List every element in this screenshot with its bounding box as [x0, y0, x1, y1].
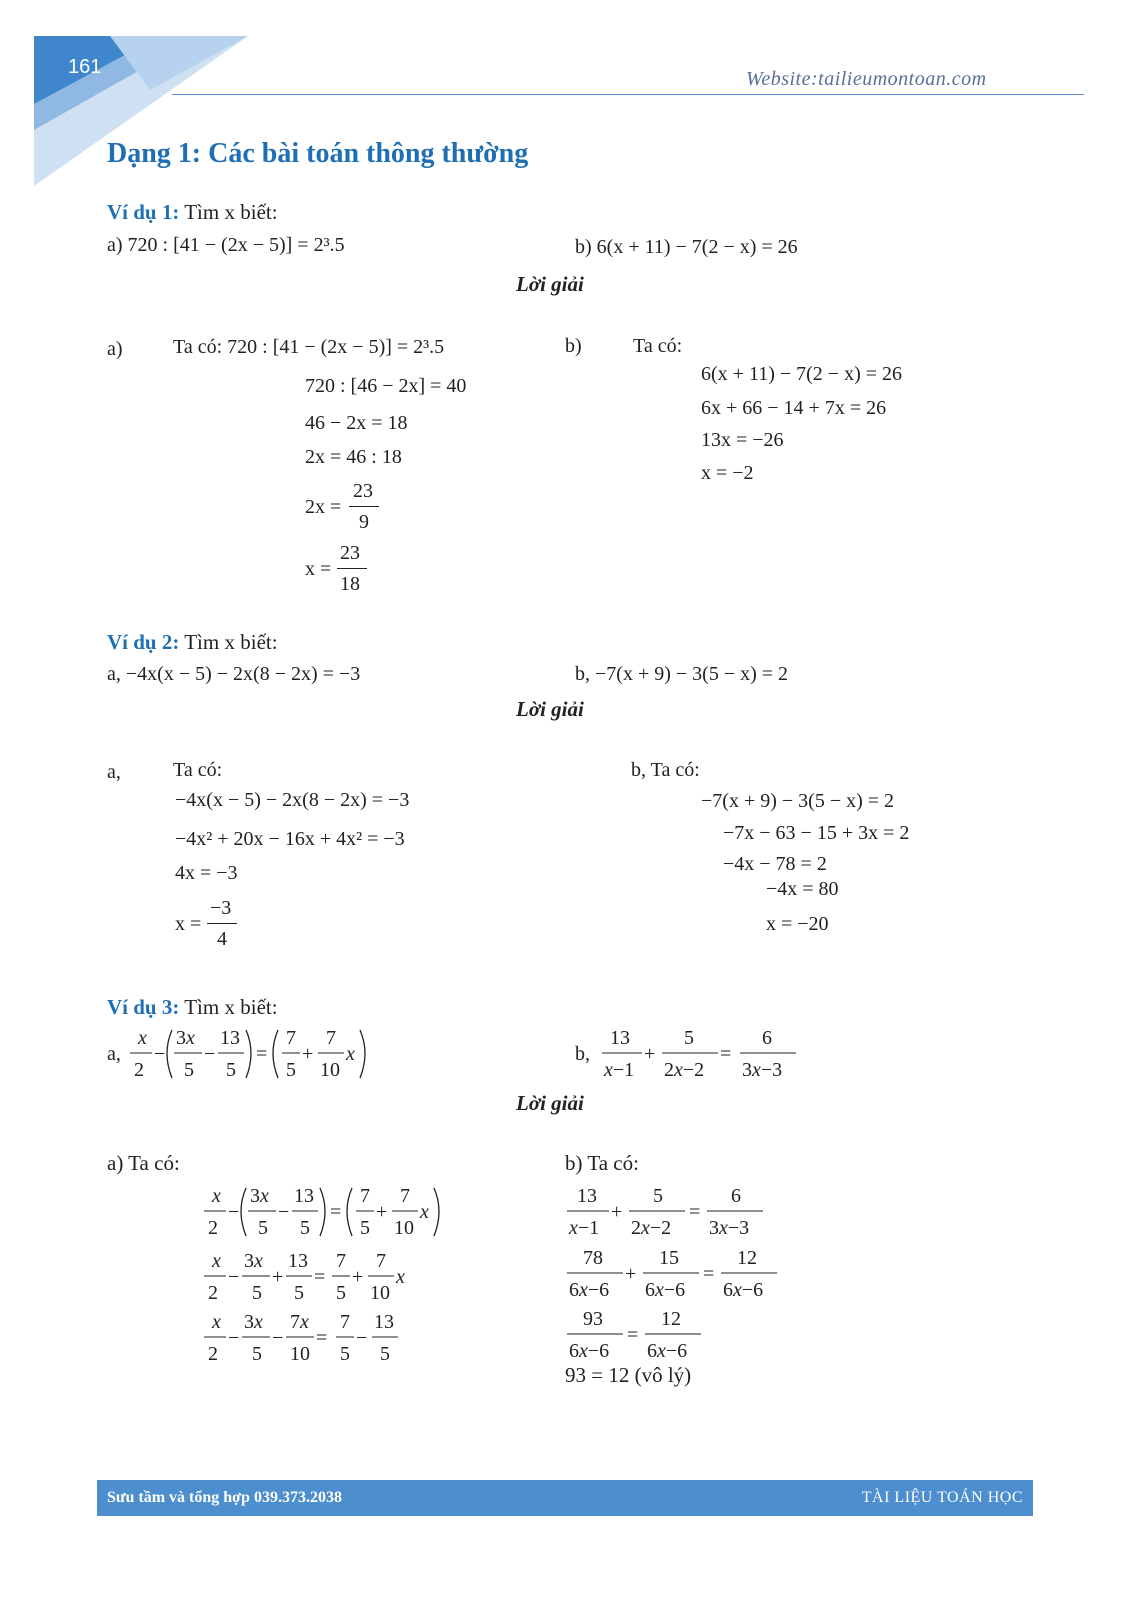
svg-text:5: 5 [360, 1217, 370, 1239]
example1-b-problem: b) 6(x + 11) − 7(2 − x) = 26 [575, 236, 798, 258]
svg-text:5: 5 [258, 1217, 268, 1239]
fraction-bar [349, 506, 379, 507]
fraction-bar [337, 568, 367, 569]
svg-text:5: 5 [294, 1282, 304, 1304]
svg-text:10: 10 [394, 1217, 414, 1239]
svg-text:6x−6: 6x−6 [723, 1279, 764, 1301]
svg-text:10: 10 [370, 1282, 390, 1304]
svg-text:12: 12 [661, 1308, 681, 1330]
svg-text:6x−6: 6x−6 [645, 1279, 686, 1301]
fraction-lhs: 2x = [305, 496, 342, 518]
svg-text:5: 5 [226, 1059, 236, 1081]
example1-a-step: 46 − 2x = 18 [305, 412, 408, 434]
svg-text:7: 7 [336, 1250, 346, 1272]
svg-text:10: 10 [320, 1059, 340, 1081]
example2-a-step: 4x = −3 [175, 862, 238, 884]
svg-text:13: 13 [374, 1311, 394, 1333]
solution-label-2: Lời giải [516, 697, 584, 721]
svg-text:2: 2 [208, 1217, 218, 1239]
svg-text:6: 6 [731, 1185, 741, 1207]
svg-text:=: = [720, 1043, 732, 1065]
svg-text:15: 15 [659, 1247, 679, 1269]
svg-text:=: = [703, 1263, 715, 1285]
example2-a-step: −4x(x − 5) − 2x(8 − 2x) = −3 [175, 789, 410, 811]
svg-text:+: + [272, 1266, 284, 1288]
solution-label-1: Lời giải [516, 272, 584, 296]
svg-text:13: 13 [294, 1185, 314, 1207]
example2-b-step: −7(x + 9) − 3(5 − x) = 2 [701, 790, 895, 812]
svg-text:−: − [154, 1043, 166, 1065]
example1-a-problem: a) 720 : [41 − (2x − 5)] = 2³.5 [107, 234, 345, 256]
svg-text:−: − [204, 1043, 216, 1065]
svg-text:6x−6: 6x−6 [569, 1279, 610, 1301]
fraction-denominator: 9 [359, 511, 369, 533]
example2-b-step: −7x − 63 − 15 + 3x = 2 [723, 822, 910, 844]
fraction-numerator: 23 [353, 480, 373, 502]
svg-text:5: 5 [684, 1027, 694, 1049]
example2-label: Ví dụ 2: [107, 630, 180, 654]
svg-text:5: 5 [252, 1282, 262, 1304]
fraction-numerator: 23 [340, 542, 360, 564]
svg-text:=: = [627, 1324, 639, 1346]
svg-text:=: = [316, 1327, 328, 1349]
svg-text:7: 7 [340, 1311, 350, 1333]
svg-text:+: + [302, 1043, 314, 1065]
svg-text:x: x [212, 1185, 221, 1207]
svg-text:x−1: x−1 [604, 1059, 635, 1081]
fraction-bar [207, 923, 237, 924]
example1-b-step: x = −2 [701, 462, 754, 484]
svg-text:5: 5 [336, 1282, 346, 1304]
svg-text:3x: 3x [250, 1185, 269, 1207]
svg-text:x: x [396, 1266, 405, 1288]
svg-text:x: x [420, 1201, 429, 1223]
footer-right-text: TÀI LIỆU TOÁN HỌC [861, 1489, 1023, 1506]
svg-text:7: 7 [376, 1250, 386, 1272]
svg-text:+: + [611, 1201, 623, 1223]
example1-b-tag: b) [565, 335, 582, 357]
svg-text:5: 5 [300, 1217, 310, 1239]
svg-text:6x−6: 6x−6 [569, 1340, 610, 1362]
header-rule [172, 94, 1084, 95]
svg-text:=: = [314, 1266, 326, 1288]
svg-text:−: − [228, 1327, 240, 1349]
fraction-numerator: −3 [210, 897, 232, 919]
svg-text:2x−2: 2x−2 [664, 1059, 705, 1081]
svg-text:3x: 3x [176, 1027, 195, 1049]
example2-a-step: −4x² + 20x − 16x + 4x² = −3 [175, 828, 405, 850]
example1-prompt: Tìm x biết: [184, 200, 278, 224]
svg-text:+: + [625, 1263, 637, 1285]
example3-b-tag: b, [575, 1043, 590, 1065]
svg-text:5: 5 [653, 1185, 663, 1207]
example2-b-step: x = −20 [766, 913, 829, 935]
example2-heading [107, 630, 278, 655]
svg-text:−: − [228, 1201, 240, 1223]
svg-text:+: + [376, 1201, 388, 1223]
example1-a-step: 720 : [46 − 2x] = 40 [305, 375, 467, 397]
example2-prompt: Tìm x biết: [184, 630, 278, 654]
svg-text:13: 13 [610, 1027, 630, 1049]
example2-a-problem: a, −4x(x − 5) − 2x(8 − 2x) = −3 [107, 663, 361, 685]
svg-text:7: 7 [326, 1027, 336, 1049]
svg-text:x: x [212, 1311, 221, 1333]
footer-left-text: Sưu tầm và tổng hợp 039.373.2038 [107, 1489, 342, 1506]
svg-text:−: − [356, 1327, 368, 1349]
svg-text:13: 13 [288, 1250, 308, 1272]
fraction-lhs: x = [175, 913, 202, 935]
fraction-lhs: x = [305, 558, 332, 580]
svg-text:6: 6 [762, 1027, 772, 1049]
example1-a-tag: a) [107, 338, 123, 360]
svg-text:2: 2 [208, 1343, 218, 1365]
svg-text:+: + [352, 1266, 364, 1288]
svg-text:13: 13 [577, 1185, 597, 1207]
example3-label: Ví dụ 3: [107, 995, 180, 1019]
svg-text:2: 2 [134, 1059, 144, 1081]
svg-text:5: 5 [286, 1059, 296, 1081]
svg-text:=: = [256, 1043, 268, 1065]
example1-label: Ví dụ 1: [107, 200, 180, 224]
example1-b-step: 6x + 66 − 14 + 7x = 26 [701, 397, 887, 419]
example2-b-problem: b, −7(x + 9) − 3(5 − x) = 2 [575, 663, 789, 685]
svg-text:+: + [644, 1043, 656, 1065]
example2-b-intro: b, Ta có: [631, 759, 700, 781]
svg-text:5: 5 [340, 1343, 350, 1365]
svg-text:93: 93 [583, 1308, 603, 1330]
svg-text:10: 10 [290, 1343, 310, 1365]
fraction-denominator: 18 [340, 573, 360, 595]
svg-text:3x−3: 3x−3 [709, 1217, 750, 1239]
svg-text:3x: 3x [244, 1250, 263, 1272]
example2-b-step: −4x − 78 = 2 [723, 853, 827, 875]
example1-heading [107, 200, 278, 225]
example2-a-tag: a, [107, 761, 121, 783]
example2-a-intro: Ta có: [173, 759, 223, 781]
example3-a-solution-steps [200, 1180, 460, 1370]
svg-text:5: 5 [380, 1343, 390, 1365]
svg-text:3x−3: 3x−3 [742, 1059, 783, 1081]
svg-text:−: − [278, 1201, 290, 1223]
example3-b-equation [600, 1022, 810, 1084]
fraction-denominator: 4 [217, 928, 227, 950]
page-number: 161 [68, 56, 102, 78]
svg-text:x: x [346, 1043, 355, 1065]
example3-b-solution-steps [563, 1180, 793, 1370]
svg-text:7: 7 [286, 1027, 296, 1049]
svg-text:=: = [330, 1201, 342, 1223]
example1-b-step: 6(x + 11) − 7(2 − x) = 26 [701, 363, 903, 385]
svg-text:12: 12 [737, 1247, 757, 1269]
svg-text:−: − [228, 1266, 240, 1288]
example2-b-step: −4x = 80 [766, 878, 839, 900]
footer-bar [97, 1480, 1033, 1516]
svg-text:2: 2 [208, 1282, 218, 1304]
example3-b-solution-intro: b) Ta có: [565, 1151, 639, 1175]
svg-text:x−1: x−1 [569, 1217, 600, 1239]
svg-text:5: 5 [184, 1059, 194, 1081]
svg-text:x: x [212, 1250, 221, 1272]
example3-prompt: Tìm x biết: [184, 995, 278, 1019]
svg-text:3x: 3x [244, 1311, 263, 1333]
svg-text:78: 78 [583, 1247, 603, 1269]
example3-a-equation [126, 1022, 376, 1084]
example1-b-intro: Ta có: [633, 335, 683, 357]
example3-heading [107, 995, 278, 1020]
svg-text:7: 7 [360, 1185, 370, 1207]
example1-a-intro: Ta có: 720 : [41 − (2x − 5)] = 2³.5 [173, 336, 445, 358]
svg-text:7x: 7x [290, 1311, 309, 1333]
example1-b-step: 13x = −26 [701, 429, 784, 451]
svg-text:5: 5 [252, 1343, 262, 1365]
example1-a-step: 2x = 46 : 18 [305, 446, 402, 468]
svg-text:2x−2: 2x−2 [631, 1217, 672, 1239]
svg-text:6x−6: 6x−6 [647, 1340, 688, 1362]
svg-text:13: 13 [220, 1027, 240, 1049]
solution-label-3: Lời giải [516, 1091, 584, 1115]
example3-a-tag: a, [107, 1043, 121, 1065]
svg-text:−: − [272, 1327, 284, 1349]
section-title: Dạng 1: Các bài toán thông thường [107, 138, 529, 169]
example3-b-conclusion: 93 = 12 (vô lý) [565, 1363, 692, 1387]
example3-a-solution-intro: a) Ta có: [107, 1151, 180, 1175]
svg-text:=: = [689, 1201, 701, 1223]
svg-text:7: 7 [400, 1185, 410, 1207]
svg-text:x: x [138, 1027, 147, 1049]
website-url: Website:tailieumontoan.com [746, 68, 987, 90]
